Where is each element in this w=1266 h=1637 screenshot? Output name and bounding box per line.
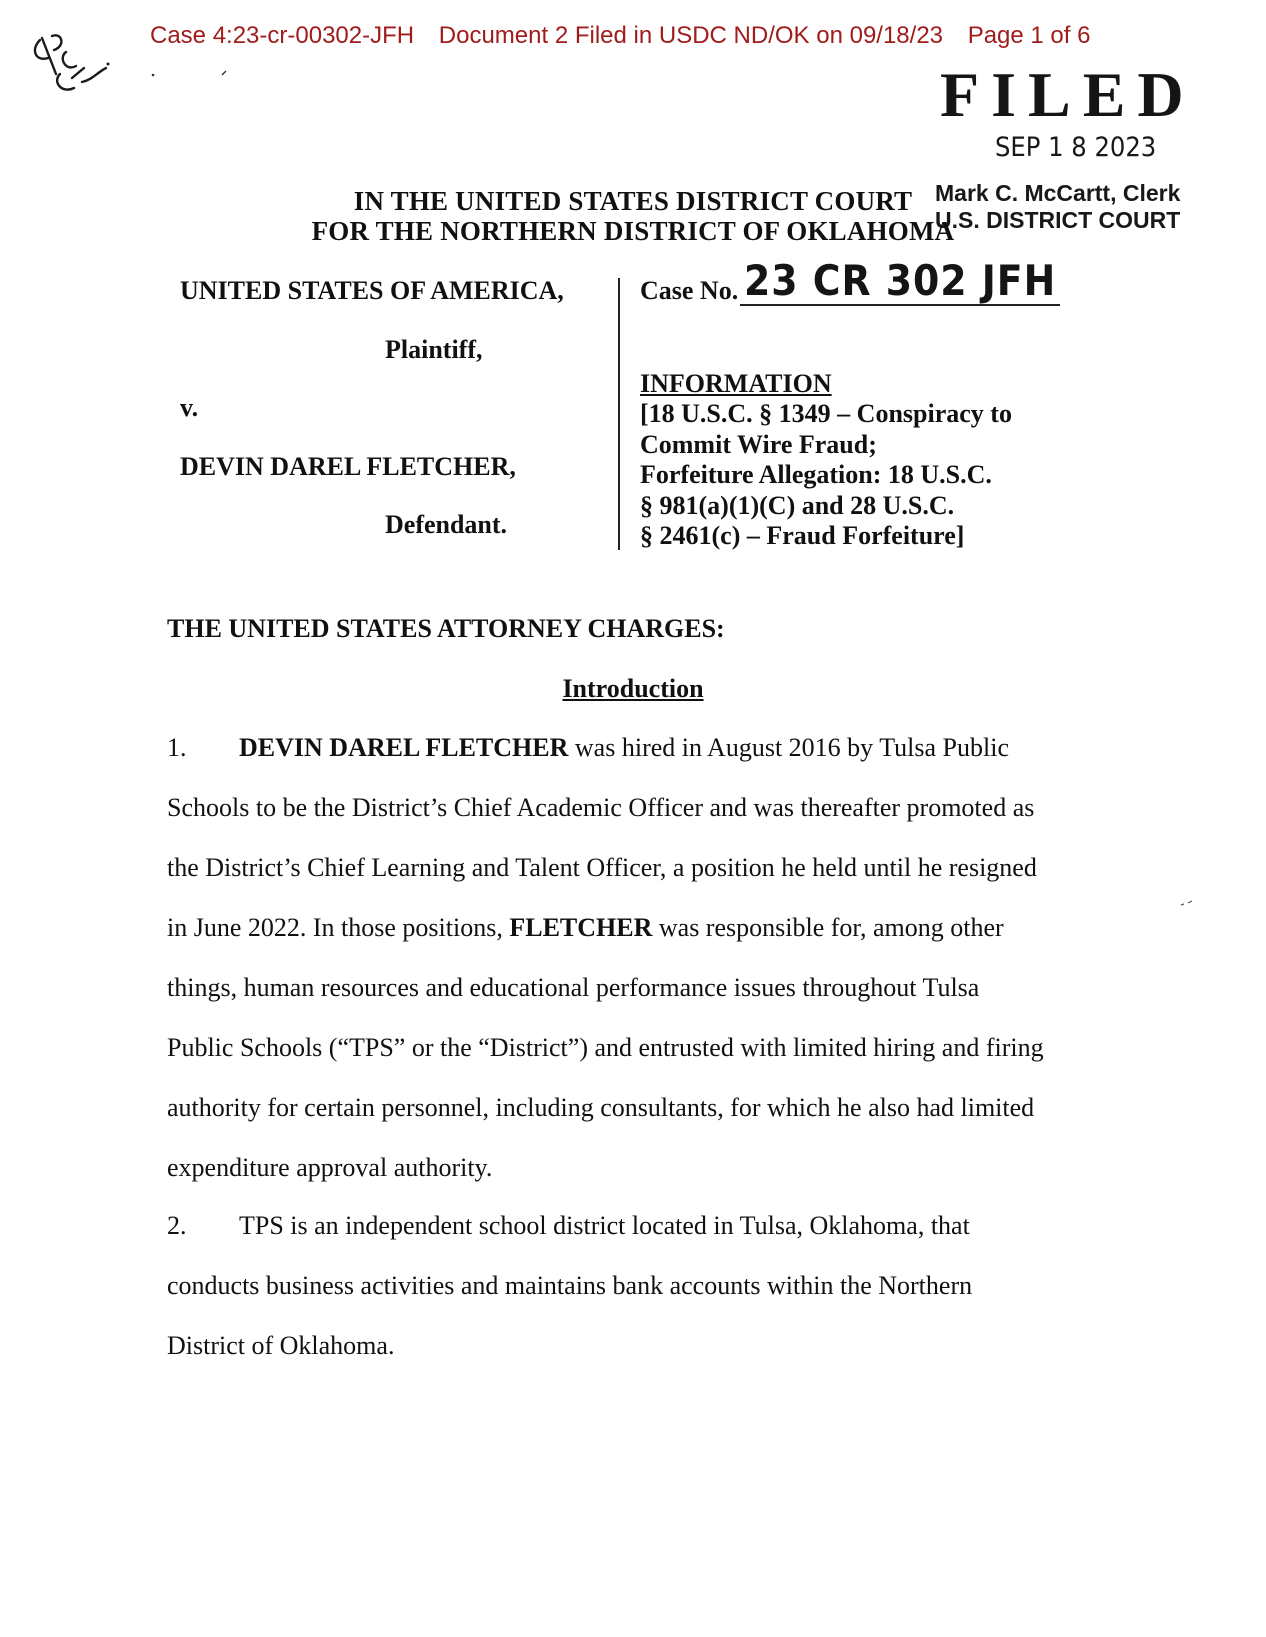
case-no-label: Case No.	[640, 276, 739, 305]
text-run: was responsible for, among other	[652, 913, 1004, 942]
paragraph-line	[167, 898, 1087, 958]
paragraph-line: things, human resources and educational performance issues throughout Tulsa	[167, 973, 980, 1002]
paragraph-number: 1.	[167, 733, 187, 762]
text-run: was hired in August 2016 by Tulsa Public	[568, 733, 1009, 762]
text-run: in June 2022. In those positions,	[167, 913, 510, 942]
scan-speck	[150, 72, 164, 78]
paragraph-line: Schools to be the District’s Chief Academic Officer and was thereafter promoted as	[167, 793, 1035, 822]
paragraph-2	[167, 1196, 1087, 1376]
statute-line: § 981(a)(1)(C) and 28 U.S.C.	[640, 490, 955, 520]
clerk-name: Mark C. McCartt, Clerk	[935, 180, 1181, 206]
court-title-line2: FOR THE NORTHERN DISTRICT OF OKLAHOMA	[311, 216, 955, 246]
paragraph-number: 2.	[167, 1211, 187, 1240]
paragraph-line: authority for certain personnel, including consultants, for which he also had limited	[167, 1093, 1035, 1122]
paragraph-line	[167, 1196, 1087, 1256]
defendant-name: DEVIN DAREL FLETCHER,	[180, 452, 516, 481]
defendant-name-bold: DEVIN DAREL FLETCHER	[239, 733, 569, 762]
defendant-surname-bold: FLETCHER	[509, 913, 653, 942]
ecf-document-filed: Document 2 Filed in USDC ND/OK on 09/18/23	[438, 22, 944, 49]
plaintiff-role: Plaintiff,	[385, 335, 483, 364]
defendant-role: Defendant.	[385, 510, 508, 539]
versus: v.	[180, 393, 199, 422]
filed-stamp-date: SEP 1 8 2023	[995, 132, 1157, 163]
case-number: 23 CR 302 JFH	[740, 258, 1060, 306]
filed-stamp-label: FILED	[940, 59, 1196, 130]
paragraph-1	[167, 718, 1087, 1198]
statute-line: Commit Wire Fraud;	[640, 429, 877, 459]
ecf-case-number: Case 4:23-cr-00302-JFH	[150, 22, 415, 49]
statute-citation	[640, 399, 1012, 552]
court-title-line1: IN THE UNITED STATES DISTRICT COURT	[353, 186, 913, 216]
handwritten-initials	[22, 22, 112, 102]
paragraph-line: the District’s Chief Learning and Talent Officer, a position he held until he resigned	[167, 853, 1037, 882]
paragraph-line	[167, 718, 1087, 778]
scan-speck	[220, 70, 234, 76]
ecf-page-count: Page 1 of 6	[967, 22, 1091, 49]
scan-speck	[1180, 900, 1194, 906]
charges-heading: THE UNITED STATES ATTORNEY CHARGES:	[167, 614, 725, 643]
plaintiff-name: UNITED STATES OF AMERICA,	[180, 276, 564, 305]
statute-line: Forfeiture Allegation: 18 U.S.C.	[640, 460, 992, 489]
statute-line: [18 U.S.C. § 1349 – Conspiracy to	[640, 399, 1012, 428]
information-heading: INFORMATION	[640, 369, 832, 398]
statute-line: § 2461(c) – Fraud Forfeiture]	[640, 521, 965, 550]
paragraph-line: District of Oklahoma.	[167, 1331, 395, 1360]
clerk-court: U.S. DISTRICT COURT	[935, 207, 1181, 233]
paragraph-line: expenditure approval authority.	[167, 1153, 493, 1182]
text-run: TPS is an independent school district located in Tulsa, Oklahoma, that	[239, 1211, 970, 1240]
paragraph-line: Public Schools (“TPS” or the “District”) and entrusted with limited hiring and firing	[167, 1033, 1044, 1062]
introduction-heading: Introduction	[562, 674, 704, 703]
caption-divider	[618, 278, 620, 550]
paragraph-line: conducts business activities and maintains bank accounts within the Northern	[167, 1271, 973, 1300]
ecf-header-stamp	[150, 22, 1108, 50]
